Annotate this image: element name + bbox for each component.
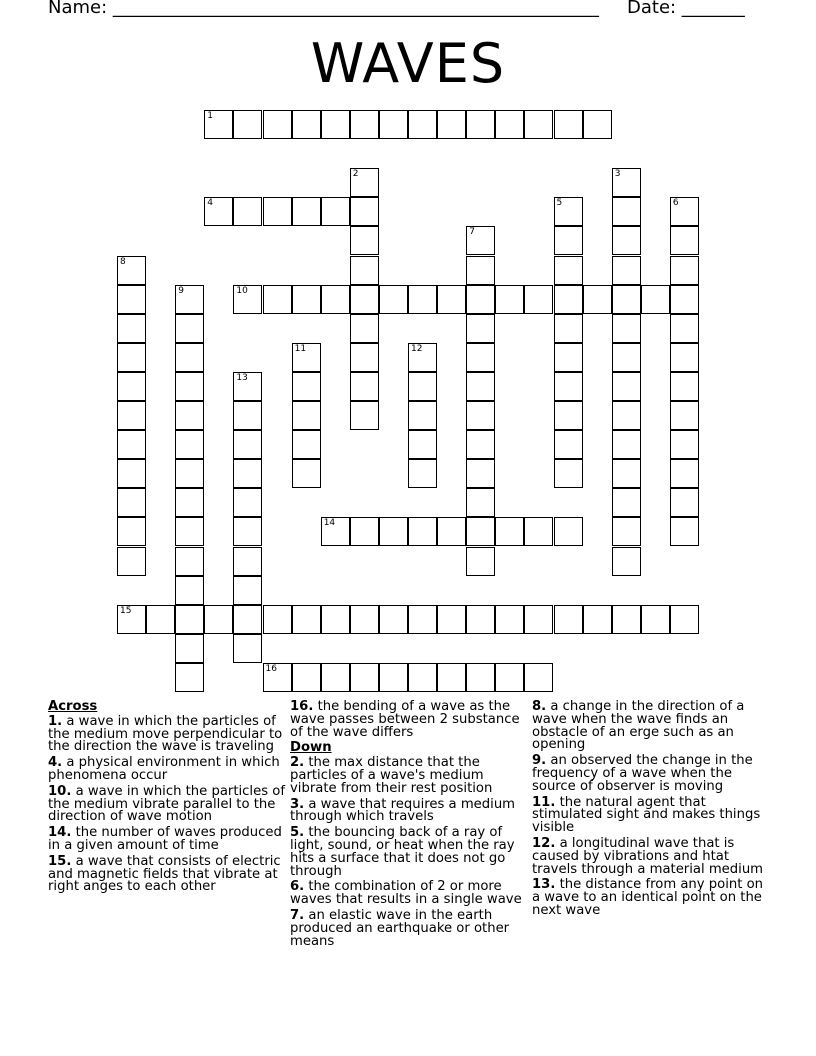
grid-cell[interactable] <box>466 547 495 576</box>
grid-cell[interactable] <box>670 285 699 314</box>
clue-number-label: 12 <box>411 343 423 354</box>
grid-cell[interactable] <box>466 488 495 517</box>
grid-cell[interactable] <box>175 459 204 488</box>
grid-cell[interactable] <box>233 372 262 401</box>
grid-cell[interactable] <box>612 226 641 255</box>
clue-item <box>532 879 770 917</box>
grid-cell[interactable] <box>612 285 641 314</box>
grid-cell[interactable] <box>524 285 553 314</box>
clue-number-label: 2 <box>352 169 359 180</box>
clue-number-label: 14 <box>323 518 336 529</box>
grid-cell[interactable] <box>117 343 146 372</box>
grid-cell[interactable] <box>408 605 437 634</box>
grid-cell[interactable] <box>175 314 204 343</box>
down-heading: Down <box>290 740 332 756</box>
grid-cell[interactable] <box>554 401 583 430</box>
grid-cell[interactable] <box>466 517 495 546</box>
clue-number-label: 13 <box>236 372 248 383</box>
grid-cell[interactable] <box>204 197 233 226</box>
clue-number: 7. <box>290 907 305 923</box>
clue-item <box>290 881 528 907</box>
clue-item <box>290 796 528 825</box>
grid-cell[interactable] <box>292 430 321 459</box>
grid-cell[interactable] <box>233 401 262 430</box>
grid-cell[interactable] <box>117 517 146 546</box>
grid-cell[interactable] <box>524 517 553 546</box>
grid-cell[interactable] <box>292 663 321 692</box>
clue-number-label: 7 <box>469 227 475 238</box>
grid-cell[interactable] <box>379 663 408 692</box>
grid-cell[interactable] <box>321 197 350 226</box>
grid-cell[interactable] <box>233 197 262 226</box>
clue-number: 4. <box>48 755 63 771</box>
grid-cell[interactable] <box>408 372 437 401</box>
grid-cell[interactable] <box>670 430 699 459</box>
grid-cell[interactable] <box>292 343 321 372</box>
grid-cell[interactable] <box>292 197 321 226</box>
clue-number-label: 16 <box>265 663 277 674</box>
grid-cell[interactable] <box>554 372 583 401</box>
grid-cell[interactable] <box>175 488 204 517</box>
clue-number-label: 9 <box>178 285 184 296</box>
grid-cell[interactable] <box>321 110 350 139</box>
grid-cell[interactable] <box>612 401 641 430</box>
grid-cell[interactable] <box>204 605 233 634</box>
grid-cell[interactable] <box>466 605 495 634</box>
grid-cell[interactable] <box>612 314 641 343</box>
grid-cell[interactable] <box>379 110 408 139</box>
grid-cell[interactable] <box>321 663 350 692</box>
grid-cell[interactable] <box>554 605 583 634</box>
grid-cell[interactable] <box>466 401 495 430</box>
grid-cell[interactable] <box>495 517 524 546</box>
clue-number: 13. <box>532 877 556 893</box>
grid-cell[interactable] <box>263 110 292 139</box>
clue-text: an observed the change in the frequency of a wave when the source of observer is moving <box>532 753 753 794</box>
name-field-label: Name: ______________________________________________________ <box>48 0 599 18</box>
grid-cell[interactable] <box>495 605 524 634</box>
grid-cell[interactable] <box>408 430 437 459</box>
clue-number-label: 10 <box>236 285 248 296</box>
grid-cell[interactable] <box>292 459 321 488</box>
grid-cell[interactable] <box>670 343 699 372</box>
clue-text: the combination of 2 or more waves that results in a single wave <box>290 879 522 908</box>
grid-cell[interactable] <box>554 256 583 285</box>
grid-cell[interactable] <box>175 343 204 372</box>
grid-cell[interactable] <box>233 517 262 546</box>
grid-cell[interactable] <box>437 517 466 546</box>
grid-cell[interactable] <box>437 110 466 139</box>
grid-cell[interactable] <box>612 430 641 459</box>
grid-cell[interactable] <box>495 663 524 692</box>
grid-cell[interactable] <box>554 314 583 343</box>
clue-text: the bouncing back of a ray of light, sound, or heat when the ray hits a surface that it does not go through <box>290 825 515 879</box>
grid-cell[interactable] <box>175 605 204 634</box>
grid-cell[interactable] <box>175 285 204 314</box>
grid-cell[interactable] <box>466 372 495 401</box>
grid-cell[interactable] <box>466 256 495 285</box>
grid-cell[interactable] <box>554 285 583 314</box>
clue-text: the distance from any point on a wave to an identical point on the next wave <box>532 877 764 918</box>
clue-number: 11. <box>532 794 556 810</box>
page-title: WAVES <box>310 32 506 95</box>
grid-cell[interactable] <box>466 285 495 314</box>
grid-cell[interactable] <box>583 605 612 634</box>
grid-cell[interactable] <box>612 488 641 517</box>
grid-cell[interactable] <box>117 256 146 285</box>
grid-cell[interactable] <box>292 605 321 634</box>
grid-cell[interactable] <box>554 459 583 488</box>
grid-cell[interactable] <box>612 343 641 372</box>
grid-cell[interactable] <box>583 285 612 314</box>
grid-cell[interactable] <box>233 459 262 488</box>
clue-number: 12. <box>532 835 556 851</box>
grid-cell[interactable] <box>175 576 204 605</box>
clue-item <box>532 701 770 752</box>
grid-cell[interactable] <box>670 314 699 343</box>
grid-cell[interactable] <box>350 110 379 139</box>
grid-cell[interactable] <box>641 605 670 634</box>
grid-cell[interactable] <box>233 547 262 576</box>
grid-cell[interactable] <box>408 401 437 430</box>
across-heading: Across <box>48 699 98 714</box>
clue-text: a wave that requires a medium through which travels <box>290 796 516 825</box>
grid-cell[interactable] <box>379 605 408 634</box>
grid-cell[interactable] <box>554 197 583 226</box>
clue-text: a wave in which the particles of the medium vibrate parallel to the direction of wave motion <box>48 783 285 825</box>
grid-cell[interactable] <box>292 372 321 401</box>
clue-number: 2. <box>290 755 305 771</box>
clue-number-label: 15 <box>120 605 132 616</box>
grid-cell[interactable] <box>583 110 612 139</box>
grid-cell[interactable] <box>233 110 262 139</box>
clue-number: 9. <box>532 753 547 769</box>
grid-cell[interactable] <box>350 226 379 255</box>
clue-text: a wave that consists of electric and magnetic fields that vibrate at right anges to each other <box>48 853 281 895</box>
clue-item <box>290 827 528 878</box>
clue-text: a physical environment in which phenomena occur <box>48 755 280 783</box>
grid-cell[interactable] <box>350 372 379 401</box>
grid-cell[interactable] <box>437 663 466 692</box>
grid-cell[interactable] <box>350 401 379 430</box>
clue-item <box>532 755 770 793</box>
clue-number-label: 3 <box>614 169 621 180</box>
grid-cell[interactable] <box>612 168 641 197</box>
clue-text: the bending of a wave as the wave passes between 2 substance of the wave differs <box>290 699 520 740</box>
grid-cell[interactable] <box>466 663 495 692</box>
grid-cell[interactable] <box>554 517 583 546</box>
grid-cell[interactable] <box>117 314 146 343</box>
clue-text: the number of waves produced in a given amount of time <box>48 825 282 853</box>
grid-cell[interactable] <box>670 401 699 430</box>
grid-cell[interactable] <box>524 605 553 634</box>
clue-number: 5. <box>290 825 305 841</box>
grid-cell[interactable] <box>117 372 146 401</box>
grid-cell[interactable] <box>146 605 175 634</box>
grid-cell[interactable] <box>466 430 495 459</box>
grid-cell[interactable] <box>263 285 292 314</box>
clue-item <box>48 757 286 783</box>
grid-cell[interactable] <box>612 605 641 634</box>
clue-number: 6. <box>290 879 305 895</box>
clue-number: 14. <box>48 825 72 841</box>
grid-cell[interactable] <box>408 459 437 488</box>
grid-cell[interactable] <box>350 285 379 314</box>
clue-text: a wave in which the particles of the medium move perpendicular to the direction the wave is traveling <box>48 713 283 755</box>
date-field-label: Date: _______ <box>627 0 745 18</box>
clue-number-label: 4 <box>207 198 214 209</box>
clue-number: 15. <box>48 853 72 869</box>
grid-cell[interactable] <box>408 517 437 546</box>
grid-cell[interactable] <box>292 285 321 314</box>
grid-cell[interactable] <box>524 110 553 139</box>
grid-cell[interactable] <box>466 226 495 255</box>
grid-cell[interactable] <box>233 576 262 605</box>
clue-column-3 <box>532 701 770 921</box>
grid-cell[interactable] <box>233 430 262 459</box>
clue-text: the natural agent that stimulated sight and makes things visible <box>532 794 761 836</box>
clue-column-2 <box>290 701 528 951</box>
grid-cell[interactable] <box>612 372 641 401</box>
clue-text: the max distance that the particles of a wave's medium vibrate from their rest position <box>290 755 493 796</box>
clue-number: 3. <box>290 796 305 812</box>
grid-cell[interactable] <box>612 459 641 488</box>
grid-cell[interactable] <box>408 663 437 692</box>
grid-cell[interactable] <box>466 459 495 488</box>
clue-item <box>48 783 286 825</box>
grid-cell[interactable] <box>350 663 379 692</box>
grid-cell[interactable] <box>670 197 699 226</box>
grid-cell[interactable] <box>612 517 641 546</box>
grid-cell[interactable] <box>350 343 379 372</box>
clue-number: 16. <box>290 699 314 714</box>
grid-cell[interactable] <box>670 488 699 517</box>
clue-column-1 <box>48 701 286 897</box>
grid-cell[interactable] <box>204 110 233 139</box>
grid-cell[interactable] <box>233 634 262 663</box>
grid-cell[interactable] <box>670 226 699 255</box>
grid-cell[interactable] <box>495 285 524 314</box>
clue-item <box>532 835 770 877</box>
grid-cell[interactable] <box>350 256 379 285</box>
clue-number: 10. <box>48 783 72 799</box>
grid-cell[interactable] <box>670 459 699 488</box>
grid-cell[interactable] <box>554 110 583 139</box>
grid-cell[interactable] <box>612 197 641 226</box>
clue-number-label: 6 <box>672 198 679 209</box>
grid-cell[interactable] <box>350 314 379 343</box>
grid-cell[interactable] <box>437 285 466 314</box>
grid-cell[interactable] <box>554 343 583 372</box>
grid-cell[interactable] <box>350 197 379 226</box>
grid-cell[interactable] <box>117 459 146 488</box>
clue-number-label: 8 <box>120 256 126 267</box>
grid-cell[interactable] <box>321 517 350 546</box>
clue-number-label: 5 <box>556 198 563 209</box>
grid-cell[interactable] <box>292 110 321 139</box>
grid-cell[interactable] <box>495 110 524 139</box>
grid-cell[interactable] <box>670 517 699 546</box>
grid-cell[interactable] <box>670 372 699 401</box>
grid-cell[interactable] <box>554 430 583 459</box>
grid-cell[interactable] <box>175 634 204 663</box>
grid-cell[interactable] <box>175 517 204 546</box>
grid-cell[interactable] <box>612 547 641 576</box>
grid-cell[interactable] <box>321 285 350 314</box>
grid-cell[interactable] <box>117 430 146 459</box>
grid-cell[interactable] <box>175 401 204 430</box>
grid-cell[interactable] <box>263 663 292 692</box>
grid-cell[interactable] <box>408 285 437 314</box>
grid-cell[interactable] <box>321 605 350 634</box>
grid-cell[interactable] <box>175 372 204 401</box>
grid-cell[interactable] <box>670 605 699 634</box>
grid-cell[interactable] <box>117 605 146 634</box>
grid-cell[interactable] <box>524 663 553 692</box>
grid-cell[interactable] <box>350 517 379 546</box>
grid-cell[interactable] <box>175 547 204 576</box>
grid-cell[interactable] <box>641 285 670 314</box>
grid-cell[interactable] <box>117 488 146 517</box>
grid-cell[interactable] <box>408 343 437 372</box>
grid-cell[interactable] <box>554 226 583 255</box>
clue-item <box>48 713 286 755</box>
grid-cell[interactable] <box>670 256 699 285</box>
grid-cell[interactable] <box>292 401 321 430</box>
clue-text: an elastic wave in the earth produced an earthquake or other means <box>290 907 510 949</box>
grid-cell[interactable] <box>117 547 146 576</box>
clue-item <box>290 757 528 795</box>
clue-item <box>532 794 770 836</box>
grid-cell[interactable] <box>612 256 641 285</box>
clue-item <box>290 907 528 949</box>
clue-number-label: 11 <box>294 343 307 354</box>
clue-text: a change in the direction of a wave when the wave finds an obstacle of an erge such as an opening <box>532 699 745 753</box>
grid-cell[interactable] <box>466 343 495 372</box>
grid-cell[interactable] <box>408 110 437 139</box>
grid-cell[interactable] <box>175 430 204 459</box>
grid-cell[interactable] <box>233 488 262 517</box>
grid-cell[interactable] <box>466 110 495 139</box>
grid-cell[interactable] <box>466 314 495 343</box>
clue-number: 8. <box>532 699 547 714</box>
grid-cell[interactable] <box>175 663 204 692</box>
grid-cell[interactable] <box>263 197 292 226</box>
grid-cell[interactable] <box>263 605 292 634</box>
grid-cell[interactable] <box>233 605 262 634</box>
clue-item <box>48 827 286 853</box>
grid-cell[interactable] <box>117 285 146 314</box>
grid-cell[interactable] <box>350 605 379 634</box>
grid-cell[interactable] <box>379 285 408 314</box>
clue-item <box>48 853 286 895</box>
grid-cell[interactable] <box>379 517 408 546</box>
grid-cell[interactable] <box>350 168 379 197</box>
grid-cell[interactable] <box>117 401 146 430</box>
clue-item <box>290 701 528 739</box>
clue-text: a longitudinal wave that is caused by vibrations and htat travels through a material medium <box>532 835 764 877</box>
clue-number-label: 1 <box>207 111 214 121</box>
clue-number: 1. <box>48 713 63 729</box>
grid-cell[interactable] <box>233 285 262 314</box>
grid-cell[interactable] <box>437 605 466 634</box>
